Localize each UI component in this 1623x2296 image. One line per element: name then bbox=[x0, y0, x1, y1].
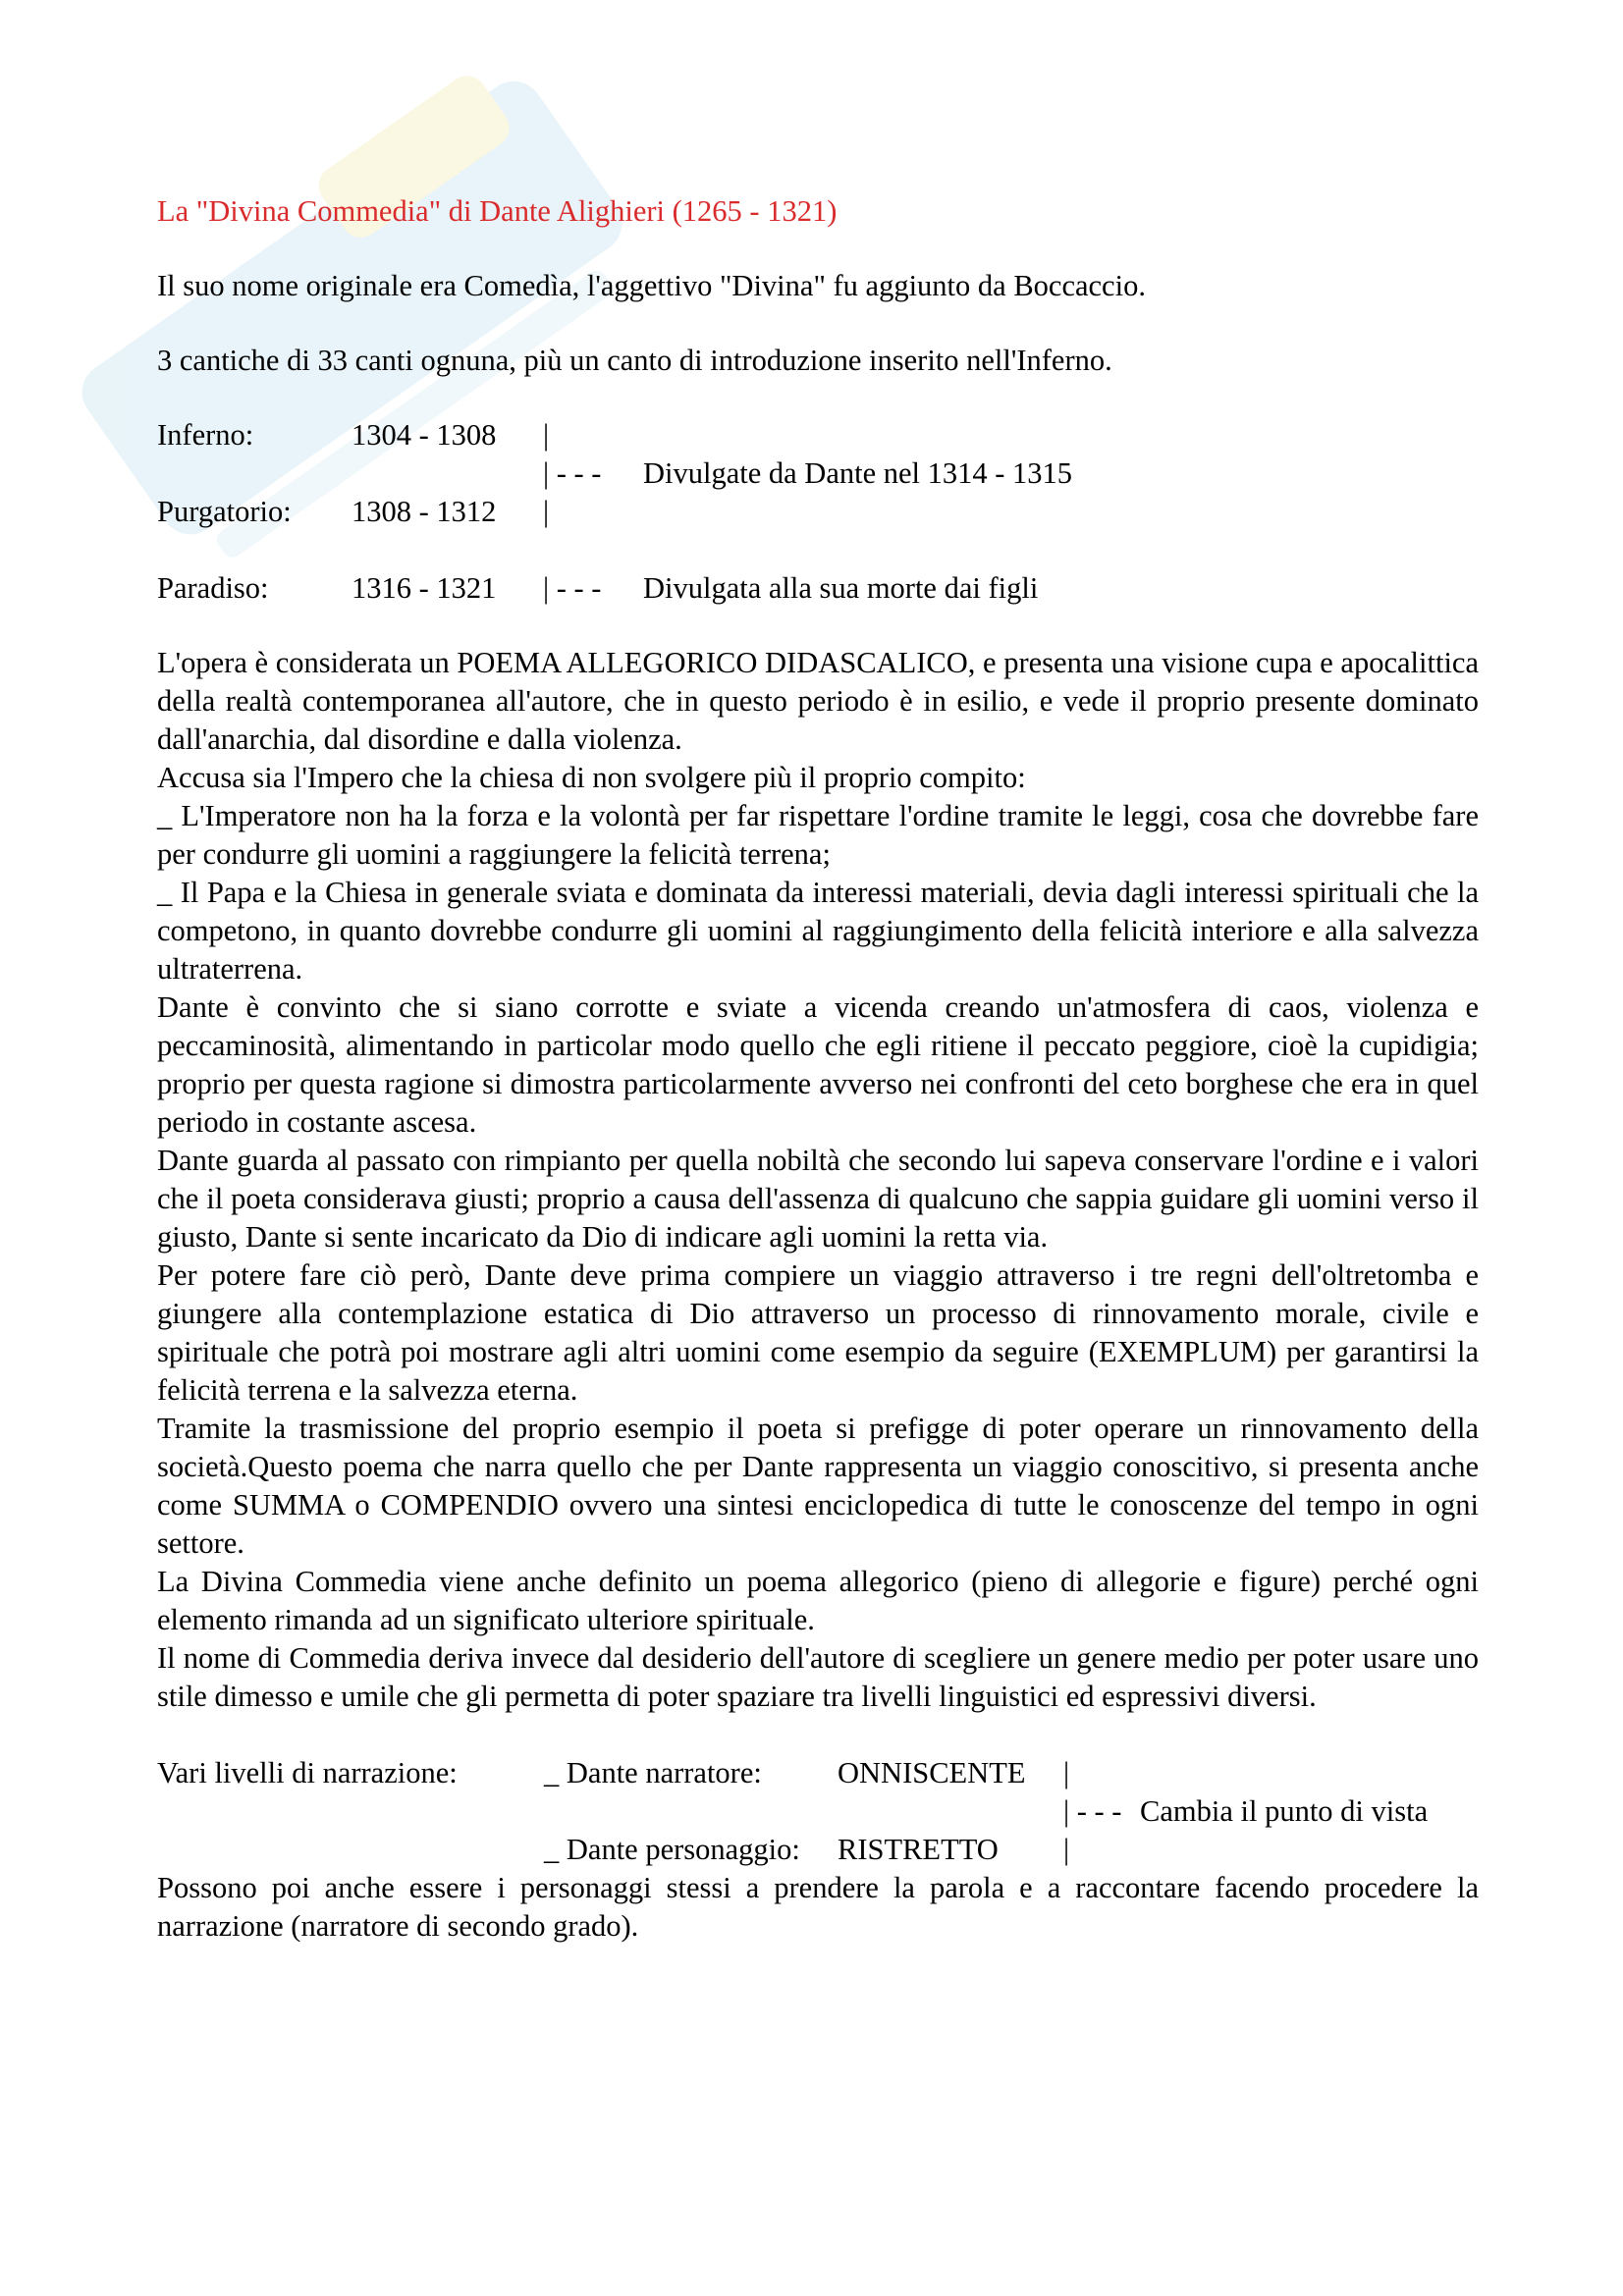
inferno-label: Inferno: bbox=[157, 418, 254, 452]
paragraph-7: Per potere fare ciò però, Dante deve prima compiere un viaggio attraverso i tre regni dell'oltretomba e giungere alla contemplazione estatica di Dio attraverso un processo di rinnovamento morale, civile e spirituale che potrà poi mostrare agli altri uomini come esempio da seguire (EXEMPLUM) per garantirsi la felicità terrena e la salvezza eterna. bbox=[157, 1258, 1479, 1407]
narratore-value: ONNISCENTE bbox=[838, 1756, 1026, 1789]
document-page bbox=[157, 192, 1479, 1946]
divulgata-arrow: | - - - bbox=[543, 571, 602, 605]
paragraph-4: _ Il Papa e la Chiesa in generale sviata e dominata da interessi materiali, devia dagli interessi spirituali che la competono, in quanto dovrebbe condurre gli uomini al raggiungimento della felicità interiore e alla salvezza ultraterrena. bbox=[157, 876, 1479, 986]
divulgata-note: Divulgata alla sua morte dai figli bbox=[643, 571, 1039, 605]
personaggio-label: _ Dante personaggio: bbox=[544, 1833, 800, 1866]
narrazione-arrow: | - - - bbox=[1063, 1794, 1122, 1828]
paradiso-years: 1316 - 1321 bbox=[352, 571, 497, 605]
narratore-label: _ Dante narratore: bbox=[544, 1756, 762, 1789]
paragraph-3: _ L'Imperatore non ha la forza e la volontà per far rispettare l'ordine tramite le leggi, cosa che dovrebbe fare per condurre gli uomini a raggiungere la felicità terrena; bbox=[157, 799, 1479, 871]
intro-line-1: Il suo nome originale era Comedìa, l'aggettivo "Divina" fu aggiunto da Boccaccio. bbox=[157, 269, 1146, 302]
divulgate-arrow: | - - - bbox=[543, 456, 602, 490]
narrazione-table bbox=[157, 1754, 1479, 1869]
purgatorio-years: 1308 - 1312 bbox=[352, 495, 497, 528]
paragraph-2: Accusa sia l'Impero che la chiesa di non svolgere più il proprio compito: bbox=[157, 761, 1026, 794]
paragraph-9: La Divina Commedia viene anche definito un poema allegorico (pieno di allegorie e figure) perché ogni elemento rimanda ad un significato ulteriore spirituale. bbox=[157, 1565, 1479, 1636]
purgatorio-bar: | bbox=[543, 495, 550, 528]
personaggio-value: RISTRETTO bbox=[838, 1833, 999, 1866]
paragraph-10: Il nome di Commedia deriva invece dal desiderio dell'autore di scegliere un genere medio per poter usare uno stile dimesso e umile che gli permetta di poter spaziare tra livelli linguistici ed espressivi diversi. bbox=[157, 1641, 1479, 1713]
narratore-bar: | bbox=[1063, 1756, 1070, 1789]
divulgate-note: Divulgate da Dante nel 1314 - 1315 bbox=[643, 456, 1073, 490]
paragraph-5: Dante è convinto che si siano corrotte e sviate a vicenda creando un'atmosfera di caos, violenza e peccaminosità, alimentando in particolar modo quello che egli ritiene il peccato peggiore, cioè la cupidigia; proprio per questa ragione si dimostra particolarmente avverso nei confronti del ceto borghese che era in quel periodo in costante ascesa. bbox=[157, 990, 1479, 1139]
purgatorio-label: Purgatorio: bbox=[157, 495, 292, 528]
paradiso-label: Paradiso: bbox=[157, 571, 269, 605]
closing-paragraph: Possono poi anche essere i personaggi stessi a prendere la parola e a raccontare facendo procedere la narrazione (narratore di secondo grado). bbox=[157, 1871, 1479, 1943]
paragraph-1: L'opera è considerata un POEMA ALLEGORICO DIDASCALICO, e presenta una visione cupa e apocalittica della realtà contemporanea all'autore, che in questo periodo è in esilio, e vede il proprio presente dominato dall'anarchia, dal disordine e dalla violenza. bbox=[157, 646, 1479, 756]
inferno-bar: | bbox=[543, 418, 550, 452]
paragraph-6: Dante guarda al passato con rimpianto per quella nobiltà che secondo lui sapeva conservare l'ordine e i valori che il poeta considerava giusti; proprio a causa dell'assenza di qualcuno che sappia guidare gli uomini verso il giusto, Dante si sente incaricato da Dio di indicare agli uomini la retta via. bbox=[157, 1144, 1479, 1254]
narrazione-label: Vari livelli di narrazione: bbox=[157, 1756, 458, 1789]
cantiche-table bbox=[157, 416, 1479, 608]
inferno-years: 1304 - 1308 bbox=[352, 418, 497, 452]
paragraph-8: Tramite la trasmissione del proprio esempio il poeta si prefigge di poter operare un rinnovamento della società.Questo poema che narra quello che per Dante rappresenta un viaggio conoscitivo, si presenta anche come SUMMA o COMPENDIO ovvero una sintesi enciclopedica di tutte le conoscenze del tempo in ogni settore. bbox=[157, 1412, 1479, 1560]
document-title: La "Divina Commedia" di Dante Alighieri (1265 - 1321) bbox=[157, 194, 838, 228]
intro-line-2: 3 cantiche di 33 canti ognuna, più un canto di introduzione inserito nell'Inferno. bbox=[157, 344, 1112, 377]
personaggio-bar: | bbox=[1063, 1833, 1070, 1866]
narrazione-note: Cambia il punto di vista bbox=[1140, 1794, 1429, 1828]
